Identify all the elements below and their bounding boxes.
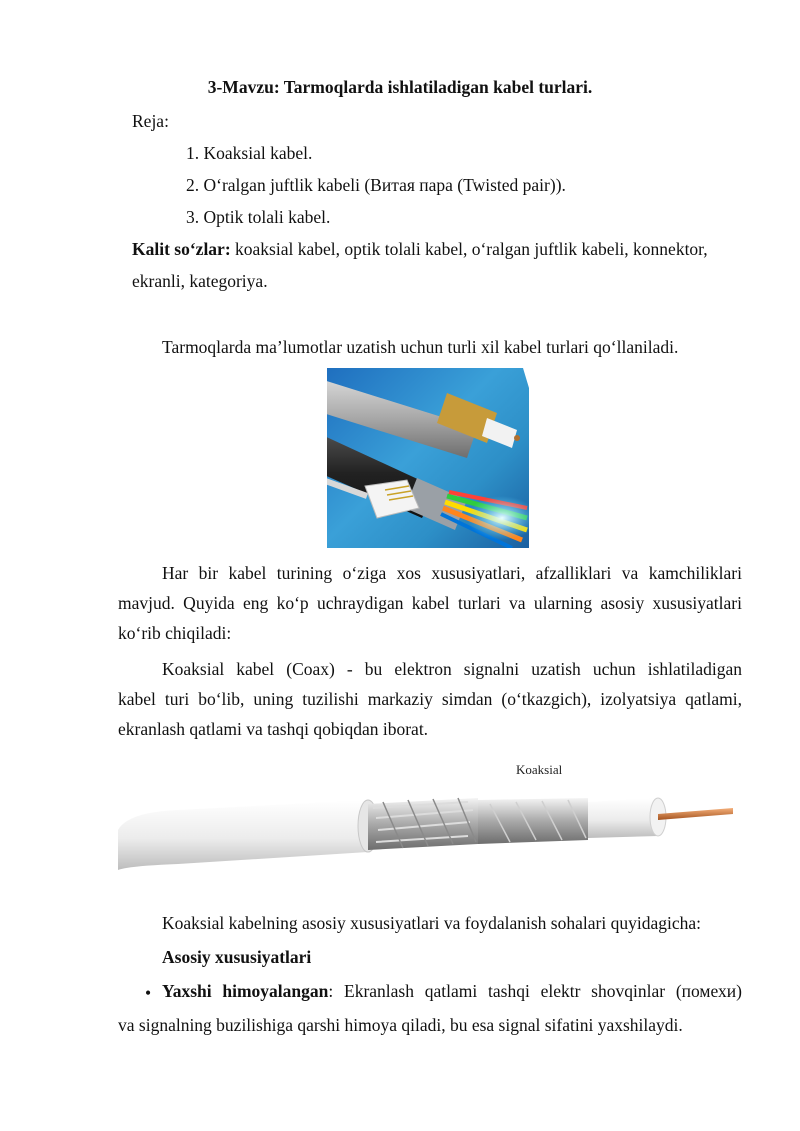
bullet-1-text: : Ekranlash qatlami tashqi elektr shovqinlar (помехи) [328,981,742,1001]
plan-item-2: 2. O‘ralgan juftlik kabeli (Витая пара (Twisted pair)). [186,175,566,195]
bullet-1-line-2: va signalning buzilishiga qarshi himoya qiladi, bu esa signal sifatini yaxshilaydi. [118,1015,683,1035]
coax-image [118,752,742,880]
plan-item-3: 3. Optik tolali kabel. [186,207,331,227]
paragraph-2-line-3: ekranlash qatlami va tashqi qobiqdan iborat. [118,719,429,739]
keywords-line-2: ekranli, kategoriya. [132,271,268,291]
paragraph-2-line-1: Koaksial kabel (Coax) - bu elektron signalni uzatish uchun ishlatiladigan [162,659,742,679]
coax-illustration [118,752,742,880]
paragraph-3: Koaksial kabelning asosiy xususiyatlari va foydalanish sohalari quyidagicha: [162,913,701,933]
bullet-marker: • [145,983,152,1003]
features-heading: Asosiy xususiyatlari [162,947,312,967]
paragraph-2-line-2: kabel turi bo‘lib, uning tuzilishi markaziy simdan (o‘tkazgich), izolyatsiya qatlami, [118,689,742,709]
page-title: 3-Mavzu: Tarmoqlarda ishlatiladigan kabel turlari. [207,77,593,97]
bullet-1-line-1 [162,980,742,1002]
paragraph-1-line-3: ko‘rib chiqiladi: [118,623,232,643]
paragraph-1 [118,558,742,648]
coax-image-label: Koaksial [516,762,563,777]
cables-image [327,368,529,548]
keywords-line-1 [132,238,708,260]
cables-illustration [327,368,529,548]
plan-label: Reja: [132,111,169,131]
paragraph-1-line-2: mavjud. Quyida eng ko‘p uchraydigan kabel turlari va ularning asosiy xususiyatlari [118,593,742,613]
keywords-text: koaksial kabel, optik tolali kabel, o‘ralgan juftlik kabeli, konnektor, [230,239,708,259]
keywords-label: Kalit so‘zlar: [132,239,231,259]
intro-sentence: Tarmoqlarda ma’lumotlar uzatish uchun turli xil kabel turlari qo‘llaniladi. [162,337,679,357]
bullet-1-bold: Yaxshi himoyalangan [162,981,329,1001]
paragraph-2 [118,654,742,744]
paragraph-1-line-1: Har bir kabel turining o‘ziga xos xususiyatlari, afzalliklari va kamchiliklari [162,563,742,583]
plan-item-1: 1. Koaksial kabel. [186,143,313,163]
